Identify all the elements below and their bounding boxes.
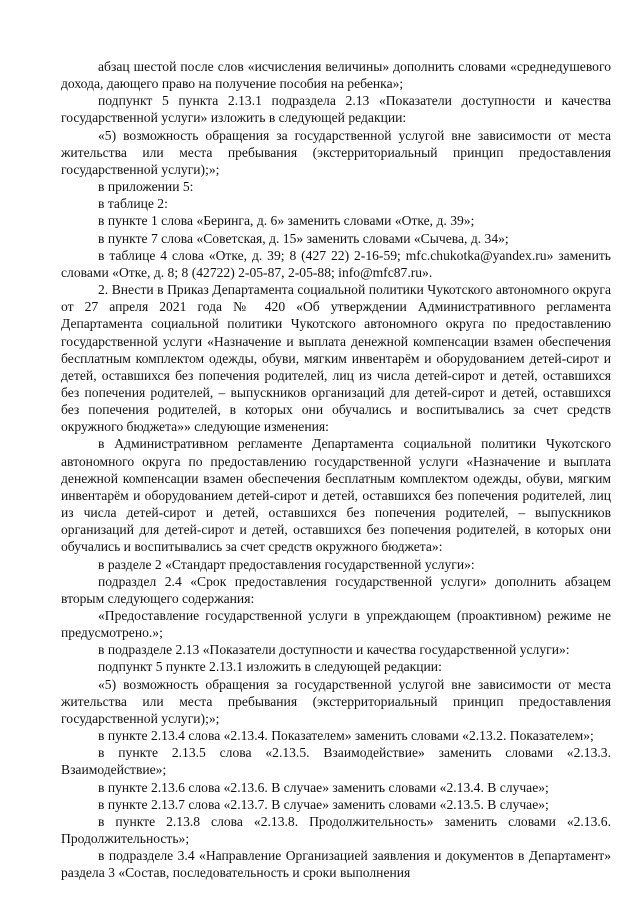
paragraph: «5) возможность обращения за государственной услугой вне зависимости от места жительства или места пребывания (экстерриториальный принцип предоставления государственной услуги);»; bbox=[61, 676, 611, 726]
paragraph: подпункт 5 пункте 2.13.1 изложить в следующей редакции: bbox=[98, 659, 442, 675]
paragraph: в приложении 5: bbox=[98, 179, 194, 195]
paragraph: 2. Внести в Приказ Департамента социальной политики Чукотского автономного округа от 27 апреля 2021 года № 420 «Об утверждении Административного регламента Департамента социальной политики Чукотского автономного округа по предоставлению государственной услуги «Назначение и выплата денежной компенсации взамен обеспечения бесплатным комплектом одежды, обуви, мягким инвентарём и оборудованием детей-сирот и детей, оставшихся без попечения родителей, лиц из числа детей-сирот и детей, оставшихся без попечения родителей, – выпускников организаций для детей-сирот и детей, оставшихся без попечения родителей, в которых они обучались и воспитывались за счет средств окружного бюджета»» следующие изменения: bbox=[61, 282, 611, 435]
paragraph: в пункте 7 слова «Советская, д. 15» заменить словами «Сычева, д. 34»; bbox=[98, 230, 509, 246]
paragraph: абзац шестой после слов «исчисления величины» дополнить словами «среднедушевого дохода, дающего право на получение пособия на ребенка»; bbox=[61, 59, 611, 92]
document-body bbox=[61, 58, 611, 882]
paragraph: в пункте 2.13.7 слова «2.13.7. В случае» заменить словами «2.13.5. В случае»; bbox=[98, 796, 549, 812]
paragraph: в таблице 2: bbox=[98, 196, 168, 212]
paragraph: в пункте 2.13.5 слова «2.13.5. Взаимодействие» заменить словами «2.13.3. Взаимодействие»; bbox=[61, 745, 611, 778]
paragraph: в пункте 2.13.6 слова «2.13.6. В случае» заменить словами «2.13.4. В случае»; bbox=[98, 779, 549, 795]
paragraph: подраздел 2.4 «Срок предоставления государственной услуги» дополнить абзацем вторым следующего содержания: bbox=[61, 573, 611, 606]
paragraph: подпункт 5 пункта 2.13.1 подраздела 2.13 «Показатели доступности и качества государственной услуги» изложить в следующей редакции: bbox=[61, 93, 611, 126]
paragraph: в разделе 2 «Стандарт предоставления государственной услуги»: bbox=[98, 556, 475, 572]
paragraph: в пункте 1 слова «Беринга, д. 6» заменить словами «Отке, д. 39»; bbox=[98, 213, 475, 229]
paragraph: в подразделе 2.13 «Показатели доступности и качества государственной услуги»: bbox=[98, 642, 570, 658]
paragraph: в Административном регламенте Департамента социальной политики Чукотского автономного округа по предоставлению государственной услуги «Назначение и выплата денежной компенсации взамен обеспечения бесплатным комплектом одежды, обуви, мягким инвентарём и оборудованием детей-сирот и детей, оставшихся без попечения родителей, лиц из числа детей-сирот и детей, оставшихся без попечения родителей, – выпускников организаций для детей-сирот и детей, оставшихся без попечения родителей, в которых они обучались и воспитывались за счет средств окружного бюджета»: bbox=[61, 436, 611, 555]
paragraph: в пункте 2.13.8 слова «2.13.8. Продолжительность» заменить словами «2.13.6. Продолжительность»; bbox=[61, 813, 611, 847]
paragraph: в таблице 4 слова «Отке, д. 39; 8 (427 22) 2-16-59; mfc.chukotka@yandex.ru» заменить словами «Отке, д. 8; 8 (42722) 2-05-87, 2-05-88; info@mfc87.ru». bbox=[61, 247, 611, 280]
paragraph: «5) возможность обращения за государственной услугой вне зависимости от места жительства или места пребывания (экстерриториальный принцип предоставления государственной услуги);»; bbox=[61, 127, 611, 177]
paragraph: в пункте 2.13.4 слова «2.13.4. Показателем» заменить словами «2.13.2. Показателем»; bbox=[98, 728, 594, 744]
paragraph: в подразделе 3.4 «Направление Организацией заявления и документов в Департамент» раздела 3 «Состав, последовательность и сроки выполнения bbox=[61, 848, 611, 881]
paragraph: «Предоставление государственной услуги в упреждающем (проактивном) режиме не предусмотрено.»; bbox=[61, 608, 611, 641]
